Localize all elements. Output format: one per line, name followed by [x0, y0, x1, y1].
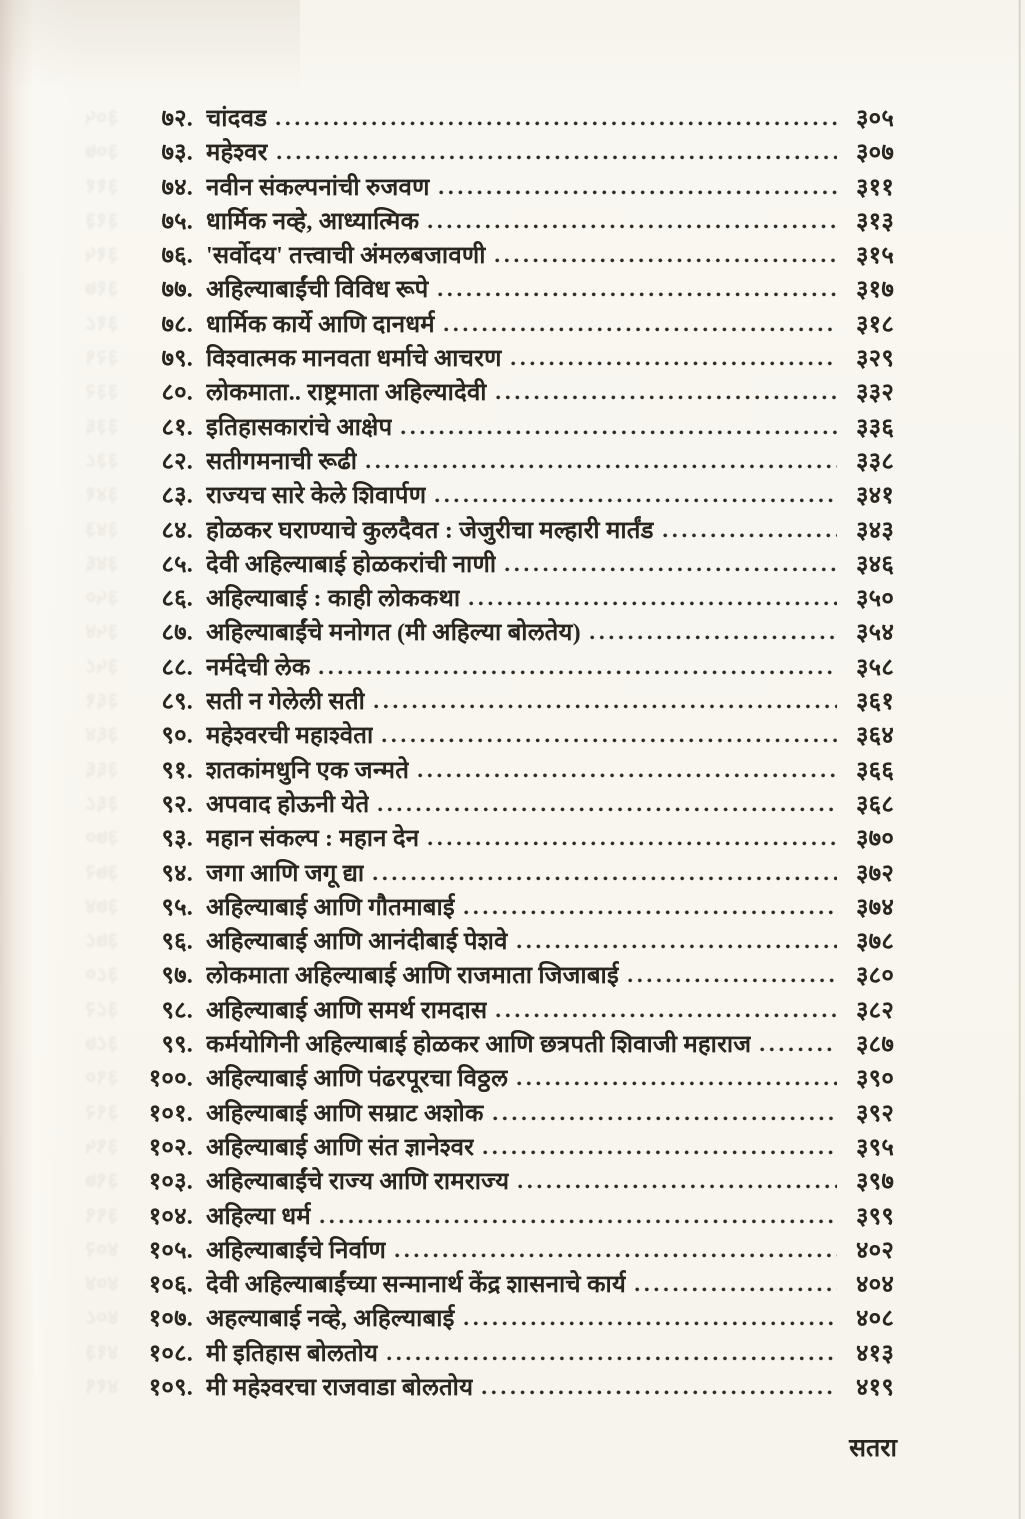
toc-entry-page-number: ३३२ [855, 380, 894, 407]
toc-entry-title: अहिल्याबाईंचे निर्वाण [206, 1237, 386, 1264]
bleedthrough-mark: ३६१ [85, 688, 119, 713]
toc-entry-page-number: ३६६ [855, 757, 894, 784]
toc-entry-page-number: ३९२ [855, 1100, 894, 1127]
bleedthrough-mark: ३११ [85, 173, 119, 198]
toc-entry-page-number: ३६४ [855, 723, 894, 750]
toc-entry-number: ९३. [161, 826, 193, 853]
toc-entry-page-number: ३४६ [855, 551, 894, 578]
toc-entry-page-number: ४०४ [855, 1272, 894, 1299]
toc-entry-page-number: ३७४ [855, 894, 894, 921]
toc-entry-title: सतीगमनाची रूढी [206, 448, 358, 475]
toc-entry-title: महेश्वर [206, 140, 268, 167]
toc-entry-page-number: ३९० [855, 1066, 894, 1093]
toc-entry-page-number: ३५४ [855, 620, 894, 647]
toc-entry-title: अहल्याबाई नव्हे, अहिल्याबाई [206, 1306, 455, 1333]
toc-entry-row [85, 238, 894, 272]
toc-entry-row [85, 1199, 894, 1233]
bleedthrough-mark: ३८० [85, 962, 119, 987]
toc-entry-row [85, 821, 894, 855]
toc-entry-row [85, 478, 894, 512]
toc-entry-number: ७५. [161, 208, 193, 235]
toc-entry-row [85, 615, 894, 649]
toc-entry-row [85, 135, 894, 169]
bleedthrough-mark: ३७८ [85, 928, 119, 953]
toc-entry-title: होळकर घराण्याचे कुलदैवत : जेजुरीचा मल्हारी मार्तंड [206, 517, 654, 544]
toc-entry-row [85, 1370, 894, 1404]
toc-entry-page-number: ४१३ [855, 1340, 894, 1367]
dot-leader [374, 704, 837, 709]
bleedthrough-mark: ३०७ [85, 139, 119, 164]
toc-entry-number: १०४. [148, 1203, 193, 1230]
dot-leader [493, 1116, 837, 1121]
toc-entry-row [85, 684, 894, 718]
toc-entry-title: नर्मदेची लेक [206, 654, 311, 681]
toc-entry-number: ८४. [161, 517, 193, 544]
bleedthrough-mark: ३९७ [85, 1168, 119, 1193]
dot-leader [517, 1081, 837, 1086]
toc-entry-row [85, 307, 894, 341]
dot-leader [505, 567, 837, 572]
bleedthrough-mark: ३५० [85, 585, 119, 610]
toc-entry-number: १०८. [148, 1340, 193, 1367]
dot-leader [590, 635, 837, 640]
toc-entry-row [85, 444, 894, 478]
bleedthrough-mark: ३६४ [85, 722, 119, 747]
toc-entry-row [85, 890, 894, 924]
bleedthrough-mark: ३५८ [85, 653, 119, 678]
toc-entry-title: अहिल्या धर्म [206, 1203, 311, 1230]
toc-entry-title: शतकांमधुनि एक जन्मते [206, 757, 410, 784]
dot-leader [518, 1184, 837, 1189]
toc-entry-number: ९७. [161, 963, 193, 990]
toc-entry-page-number: ३५८ [855, 654, 894, 681]
toc-entry-title: चांदवड [206, 106, 268, 132]
bleedthrough-mark: ४०२ [85, 1236, 119, 1261]
toc-entry-title: अहिल्याबाईंचे मनोगत (मी अहिल्या बोलतेय) [206, 620, 581, 647]
bleedthrough-mark: ३४६ [85, 550, 119, 575]
toc-entry-number: ९२. [161, 791, 193, 818]
dot-leader [760, 1047, 837, 1052]
toc-entry-title: विश्वात्मक मानवता धर्माचे आचरण [206, 346, 502, 373]
toc-entry-number: ८५. [161, 551, 193, 578]
toc-entry-page-number: ४०८ [855, 1306, 894, 1333]
dot-leader [435, 498, 837, 503]
toc-entry-row [85, 1130, 894, 1164]
toc-entry-row [85, 581, 894, 615]
toc-entry-page-number: ३०७ [855, 140, 894, 167]
toc-entry-title: देवी अहिल्याबाईंच्या सन्मानार्थ केंद्र शासनाचे कार्य [206, 1272, 627, 1299]
bleedthrough-mark: ३९० [85, 1065, 119, 1090]
bleedthrough-mark: ४०८ [85, 1305, 119, 1330]
bleedthrough-mark: ३२९ [85, 345, 119, 370]
toc-entry-row [85, 1267, 894, 1301]
toc-entry-number: ८८. [161, 654, 193, 681]
scan-corner-shading [0, 0, 300, 90]
toc-entry-title: जगा आणि जगू द्या [206, 860, 365, 887]
dot-leader [464, 910, 837, 915]
toc-entry-page-number: ३१८ [855, 311, 894, 338]
toc-entry-page-number: ३३६ [855, 414, 894, 441]
dot-leader [418, 773, 837, 778]
bleedthrough-mark: ३९२ [85, 1099, 119, 1124]
toc-entry-row [85, 410, 894, 444]
bleedthrough-mark: ४१३ [85, 1339, 119, 1364]
toc-entry-row [85, 958, 894, 992]
toc-entry-number: ९०. [161, 723, 193, 750]
toc-entry-row [85, 650, 894, 684]
dot-leader [439, 190, 837, 195]
toc-entry-title: कर्मयोगिनी अहिल्याबाई होळकर आणि छत्रपती शिवाजी महाराज [206, 1032, 752, 1059]
dot-leader [387, 1356, 837, 1361]
bleedthrough-mark: ४१९ [85, 1373, 119, 1398]
toc-entry-number: १०३. [148, 1169, 193, 1196]
dot-leader [482, 1390, 837, 1395]
dot-leader [395, 1253, 837, 1258]
toc-entry-number: ७३. [161, 140, 193, 167]
toc-entry-page-number: ३७० [855, 826, 894, 853]
toc-entry-title: अहिल्याबाई आणि गौतमाबाई [206, 894, 455, 921]
toc-entry-title: महेश्वरची महाश्वेता [206, 723, 374, 750]
dot-leader [663, 533, 837, 538]
toc-entry-title: मी इतिहास बोलतोय [206, 1340, 379, 1367]
toc-entry-row [85, 272, 894, 306]
toc-entry-title: देवी अहिल्याबाई होळकरांची नाणी [206, 551, 497, 578]
toc-entry-title: अहिल्याबाईंचे राज्य आणि रामराज्य [206, 1169, 510, 1196]
toc-entry-title: लोकमाता अहिल्याबाई आणि राजमाता जिजाबाई [206, 963, 619, 990]
toc-entry-title: धार्मिक कार्ये आणि दानधर्म [206, 311, 435, 338]
toc-entry-page-number: ३७२ [855, 860, 894, 887]
toc-entry-row [85, 170, 894, 204]
toc-entry-row [85, 1061, 894, 1095]
bleedthrough-mark: ३४१ [85, 482, 119, 507]
bleedthrough-mark: ३७० [85, 825, 119, 850]
toc-entry-row [85, 1301, 894, 1335]
page-edge-line [1018, 0, 1021, 1519]
toc-entry-number: १०२. [148, 1134, 193, 1161]
toc-entry-number: १०७. [148, 1306, 193, 1333]
bleedthrough-mark: ३१५ [85, 242, 119, 267]
toc-entry-number: ८७. [161, 620, 193, 647]
toc-entry-number: ७२. [161, 106, 193, 132]
toc-entry-number: १०९. [148, 1374, 193, 1401]
dot-leader [276, 121, 837, 126]
toc-entry-title: अपवाद होऊनी येते [206, 791, 370, 818]
toc-entry-page-number: ३९७ [855, 1169, 894, 1196]
toc-entry-page-number: ३९९ [855, 1203, 894, 1230]
toc-entry-number: १०१. [148, 1100, 193, 1127]
toc-entry-row [85, 718, 894, 752]
toc-entry-page-number: ३६८ [855, 791, 894, 818]
toc-entry-row [85, 341, 894, 375]
dot-leader [428, 224, 837, 229]
toc-entry-number: १००. [148, 1066, 193, 1093]
toc-entry-number: ९९. [161, 1032, 193, 1059]
toc-entry-page-number: ३११ [855, 174, 894, 201]
toc-entry-number: ७९. [161, 346, 193, 373]
toc-entry-row [85, 101, 894, 135]
toc-entry-row [85, 787, 894, 821]
toc-entry-page-number: ३१३ [855, 208, 894, 235]
toc-entry-title: सती न गेलेली सती [206, 689, 366, 716]
toc-entry-number: ८२. [161, 448, 193, 475]
bleedthrough-mark: ३९९ [85, 1202, 119, 1227]
toc-entry-number: १०५. [148, 1237, 193, 1264]
bleedthrough-mark: ३०५ [85, 105, 119, 129]
toc-entry-page-number: ३८० [855, 963, 894, 990]
toc-entry-page-number: ३२९ [855, 346, 894, 373]
toc-entry-number: ८१. [161, 414, 193, 441]
toc-entry-row [85, 993, 894, 1027]
bleedthrough-mark: ३८७ [85, 1031, 119, 1056]
toc-entry-row [85, 204, 894, 238]
toc-entry-row [85, 375, 894, 409]
toc-entry-number: १०६. [148, 1272, 193, 1299]
toc-entry-number: ७७. [161, 277, 193, 304]
bleedthrough-mark: ३३६ [85, 413, 119, 438]
toc-entry-page-number: ४१९ [855, 1374, 894, 1401]
dot-leader [320, 1219, 837, 1224]
toc-entry-row [85, 1233, 894, 1267]
toc-entry-title: अहिल्याबाईंची विविध रूपे [206, 277, 429, 304]
toc-entry-page-number: ३४३ [855, 517, 894, 544]
page-number-word: सतरा [849, 1435, 897, 1462]
toc-entry-number: ९४. [161, 860, 193, 887]
bleedthrough-mark: ३७२ [85, 859, 119, 884]
bleedthrough-mark: ३६६ [85, 756, 119, 781]
toc-entry-page-number: ३१५ [855, 243, 894, 270]
dot-leader [635, 1287, 837, 1292]
toc-entry-page-number: ३६१ [855, 689, 894, 716]
bleedthrough-mark: ३७४ [85, 893, 119, 918]
bleedthrough-mark: ३८२ [85, 996, 119, 1021]
toc-entry-title: अहिल्याबाई आणि समर्थ रामदास [206, 997, 488, 1024]
bleedthrough-mark: ३३८ [85, 447, 119, 472]
dot-leader [517, 944, 837, 949]
dot-leader [366, 464, 837, 469]
toc-entry-row [85, 1096, 894, 1130]
toc-entry-page-number: ३७८ [855, 929, 894, 956]
toc-entry-title: 'सर्वोदय' तत्त्वाची अंमलबजावणी [206, 243, 486, 270]
bleedthrough-mark: ३४३ [85, 516, 119, 541]
toc-entry-title: महान संकल्प : महान देन [206, 826, 420, 853]
dot-leader [319, 670, 837, 675]
dot-leader [444, 327, 837, 332]
bleedthrough-mark: ३१७ [85, 276, 119, 301]
toc-entry-row [85, 753, 894, 787]
bleedthrough-mark: ३३२ [85, 379, 119, 404]
toc-entry-title: मी महेश्वरचा राजवाडा बोलतोय [206, 1374, 474, 1401]
toc-entry-title: लोकमाता.. राष्ट्रमाता अहिल्यादेवी [206, 380, 487, 407]
toc-entry-page-number: ३४१ [855, 483, 894, 510]
toc-entry-row [85, 513, 894, 547]
toc-entry-number: ८०. [161, 380, 193, 407]
toc-entry-title: धार्मिक नव्हे, आध्यात्मिक [206, 208, 420, 235]
toc-entry-number: ९६. [161, 929, 193, 956]
dot-leader [438, 292, 837, 297]
toc-entry-page-number: ३९५ [855, 1134, 894, 1161]
dot-leader [628, 978, 837, 983]
toc-entry-title: इतिहासकारांचे आक्षेप [206, 414, 393, 441]
toc-entry-row [85, 924, 894, 958]
page-gutter-shading [0, 0, 80, 1519]
dot-leader [483, 1150, 837, 1155]
dot-leader [464, 1321, 837, 1326]
toc-entry-number: ९५. [161, 894, 193, 921]
bleedthrough-mark: ४०४ [85, 1271, 119, 1296]
toc-entry-number: ८९. [161, 689, 193, 716]
toc-entry-number: ८६. [161, 586, 193, 613]
toc-entry-title: अहिल्याबाई आणि पंढरपूरचा विठ्ठल [206, 1066, 509, 1093]
toc-entry-row [85, 1336, 894, 1370]
toc-entry-title: अहिल्याबाई आणि आनंदीबाई पेशवे [206, 929, 508, 956]
toc-entry-title: अहिल्याबाई आणि सम्राट अशोक [206, 1100, 484, 1127]
toc-entry-number: ७४. [161, 174, 193, 201]
table-of-contents [85, 101, 894, 1404]
toc-entry-number: ९१. [161, 757, 193, 784]
dot-leader [277, 155, 837, 160]
toc-entry-title: नवीन संकल्पनांची रुजवण [206, 174, 430, 201]
toc-entry-title: राज्यच सारे केले शिवार्पण [206, 483, 427, 510]
dot-leader [469, 601, 837, 606]
toc-entry-page-number: ३१७ [855, 277, 894, 304]
bleedthrough-mark: ३१८ [85, 310, 119, 335]
toc-entry-title: अहिल्याबाई : काही लोककथा [206, 586, 461, 613]
bleedthrough-mark: ३६८ [85, 790, 119, 815]
bleedthrough-mark: ३५४ [85, 619, 119, 644]
toc-entry-title: अहिल्याबाई आणि संत ज्ञानेश्वर [206, 1134, 475, 1161]
bleedthrough-mark: ३९५ [85, 1133, 119, 1158]
dot-leader [373, 876, 837, 881]
toc-entry-number: ७८. [161, 311, 193, 338]
toc-entry-page-number: ३५० [855, 586, 894, 613]
toc-entry-page-number: ३३८ [855, 448, 894, 475]
dot-leader [401, 430, 837, 435]
toc-entry-row [85, 856, 894, 890]
dot-leader [378, 807, 837, 812]
toc-entry-row [85, 547, 894, 581]
toc-entry-page-number: ३८७ [855, 1032, 894, 1059]
dot-leader [382, 738, 837, 743]
dot-leader [496, 395, 837, 400]
toc-entry-number: ९८. [161, 997, 193, 1024]
toc-entry-number: ७६. [161, 243, 193, 270]
dot-leader [496, 1013, 837, 1018]
toc-entry-row [85, 1164, 894, 1198]
toc-entry-page-number: ३०५ [855, 106, 894, 132]
dot-leader [495, 258, 837, 263]
dot-leader [511, 361, 837, 366]
bleedthrough-mark: ३१३ [85, 207, 119, 232]
toc-entry-page-number: ४०२ [855, 1237, 894, 1264]
toc-entry-page-number: ३८२ [855, 997, 894, 1024]
toc-entry-number: ८३. [161, 483, 193, 510]
dot-leader [428, 841, 837, 846]
toc-entry-row [85, 1027, 894, 1061]
